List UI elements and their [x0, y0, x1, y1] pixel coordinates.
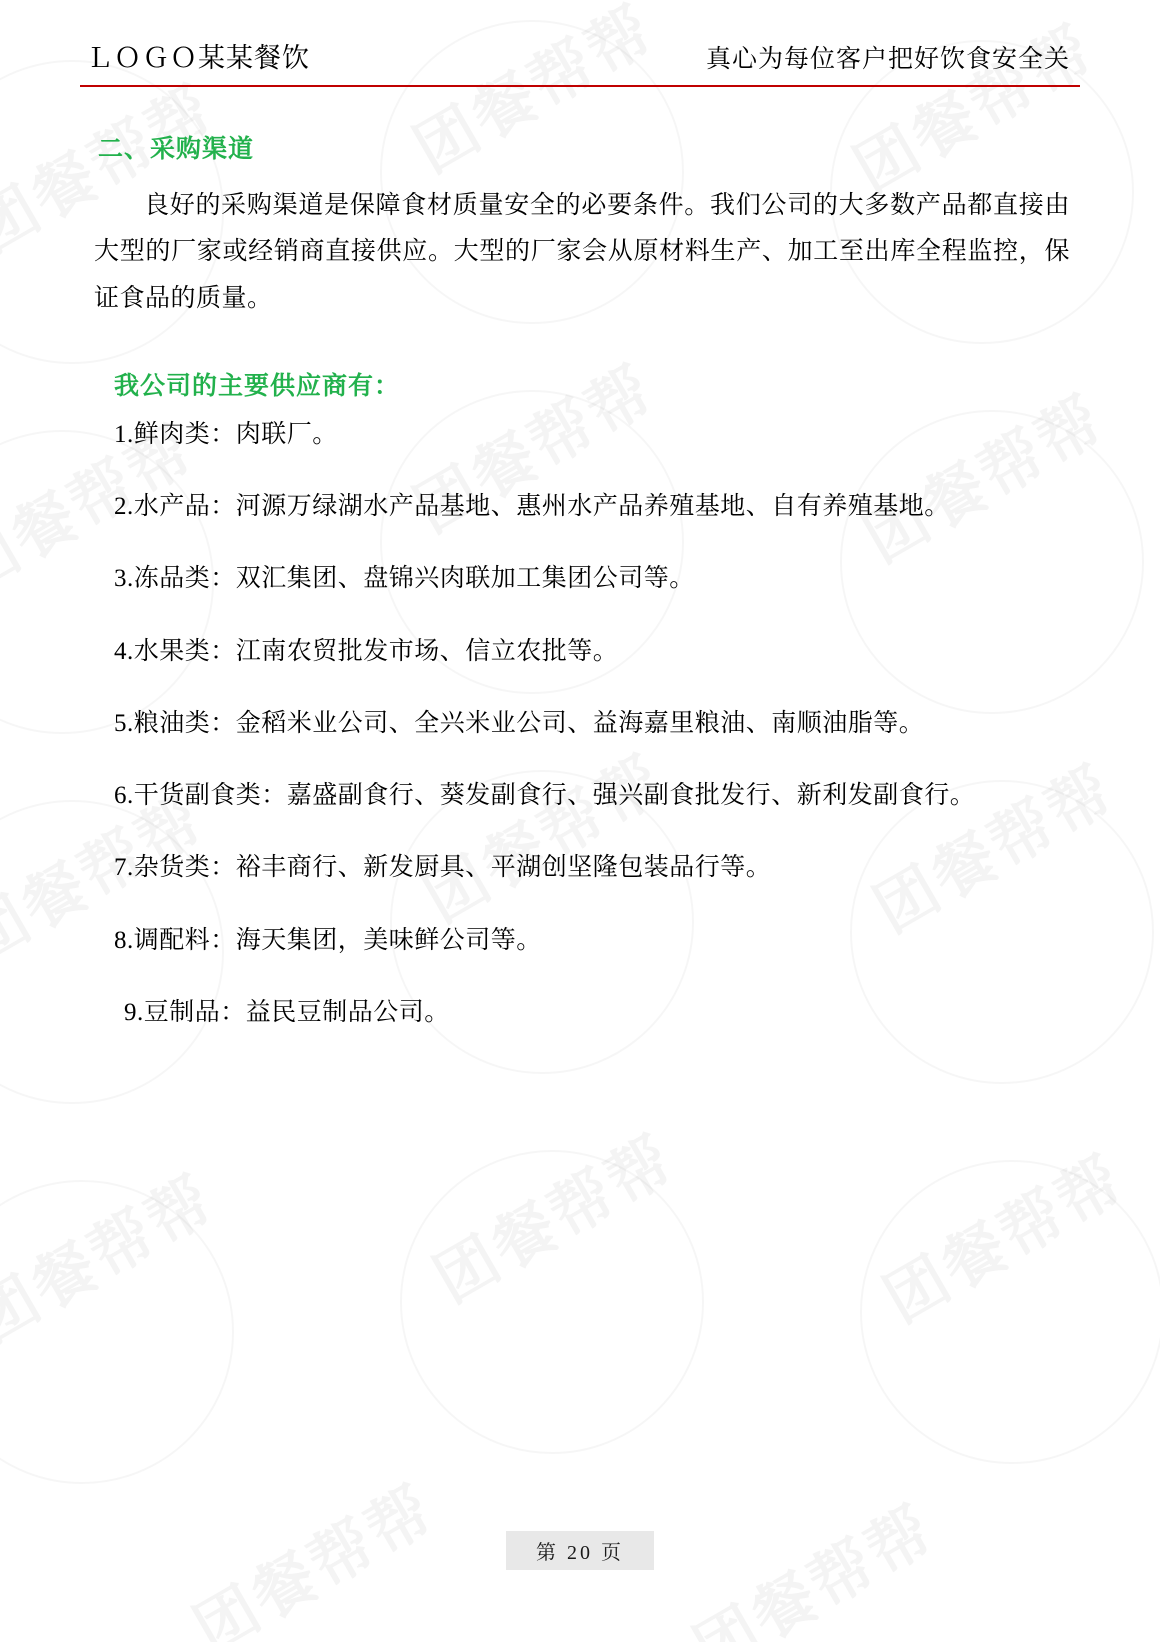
list-item: 9.豆制品：益民豆制品公司。	[124, 998, 450, 1026]
list-item: 4.水果类：江南农贸批发市场、信立农批等。	[114, 637, 619, 665]
page-footer	[0, 1531, 1160, 1570]
list-item: 2.水产品：河源万绿湖水产品基地、惠州水产品养殖基地、自有养殖基地。	[114, 493, 950, 520]
list-item: 7.杂货类：裕丰商行、新发厨具、平湖创坚隆包装品行等。	[114, 854, 772, 882]
suppliers-subtitle: 我公司的主要供应商有：	[114, 372, 401, 400]
header-slogan: 真心为每位客户把好饮食安全关	[705, 46, 1070, 73]
document-content	[80, 87, 1080, 1036]
section-title: 二、采购渠道	[98, 136, 255, 163]
company-logo-text: ＬＯＧＯ某某餐饮	[86, 43, 310, 73]
list-item: 5.粮油类：金稻米业公司、全兴米业公司、益海嘉里粮油、南顺油脂等。	[114, 709, 925, 737]
list-item: 1.鲜肉类：肉联厂。	[114, 420, 338, 448]
suppliers-list	[80, 412, 1080, 1036]
list-item: 3.冻品类：双汇集团、盘锦兴肉联加工集团公司等。	[114, 565, 695, 593]
page-header	[80, 0, 1080, 87]
intro-paragraph: 良好的采购渠道是保障食材质量安全的必要条件。我们公司的大多数产品都直接由大型的厂家或经销商直接供应。大型的厂家会从原材料生产、加工至出库全程监控，保证食品的质量。	[94, 192, 1070, 312]
list-item: 8.调配料：海天集团，美味鲜公司等。	[114, 926, 542, 954]
list-item: 6.干货副食类：嘉盛副食行、葵发副食行、强兴副食批发行、新利发副食行。	[114, 782, 976, 809]
page-number: 第 20 页	[506, 1531, 654, 1570]
